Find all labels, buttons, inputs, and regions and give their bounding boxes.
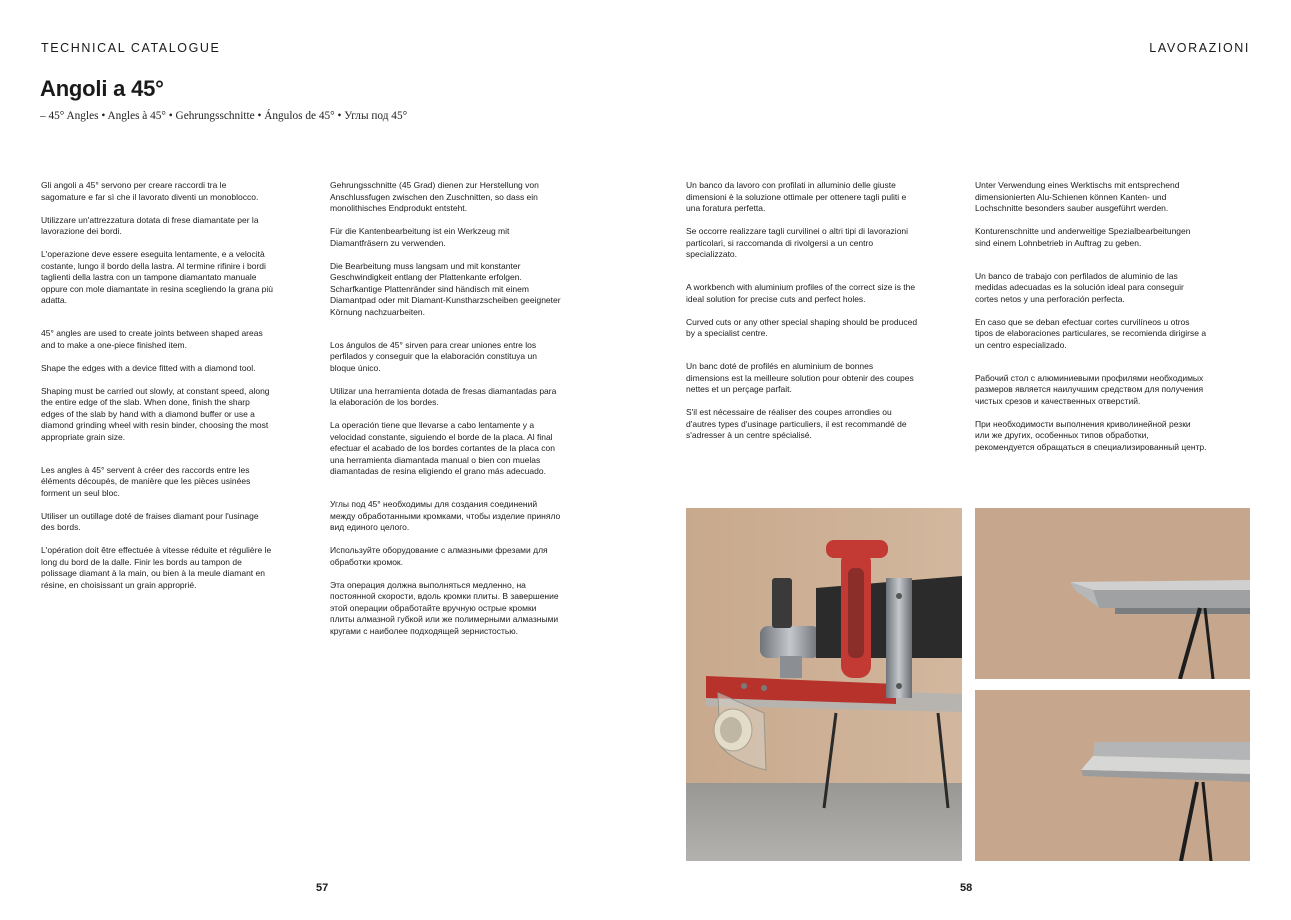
paragraph: Die Bearbeitung muss langsam und mit konstanter Geschwindigkeit entlang der Plattenkante erfolgen. Scharfkantige Plattenränder sind händisch mit einem Diamantpad oder mit Diamant-Kunstharzscheiben geeigneter Körnung nachzuarbeiten. <box>330 260 561 317</box>
paragraph: A workbench with aluminium profiles of the correct size is the ideal solution for precise cuts and perfect holes. <box>686 282 916 304</box>
paragraph: Unter Verwendung eines Werktischs mit entsprechend dimensionierten Alu-Schienen können Kanten- und Lochschnitte besonders sauber ausgeführt werden. <box>975 180 1180 213</box>
paragraph: Эта операция должна выполняться медленно, на постоянной скорости, вдоль кромки плиты. В завершение этой операции обработайте вручную острые кромки плиты алмазной губкой или же полимерными алмазными кругами с наиболее подходящей зернистостью. <box>330 579 559 636</box>
page-subtitle: – 45° Angles • Angles à 45° • Gehrungsschnitte • Ángulos de 45° • Углы под 45° <box>40 110 408 122</box>
paragraph: Рабочий стол с алюминиевыми профилями необходимых размеров является наилучшим средством для получения чистых срезов и качественных отверстий. <box>975 372 1204 406</box>
slab-edge-photo-bottom <box>975 690 1250 861</box>
paragraph: Gehrungsschnitte (45 Grad) dienen zur Herstellung von Anschlussfugen zwischen den Zuschnitten, so dass ein monolithisches Endprodukt entsteht. <box>330 180 539 213</box>
paragraph: S'il est nécessaire de réaliser des coupes arrondies ou d'autres types d'usinage particuliers, il est recommandé de s'adresser à un centre spécialisé. <box>686 407 907 440</box>
paragraph: При необходимости выполнения криволинейной резки или же других, особенных типов обработки, рекомендуется обращаться в специализированный центр. <box>975 418 1207 452</box>
paragraph: Un banc doté de profilés en aluminium de bonnes dimensions est la meilleure solution pour obtenir des coupes nettes et un perçage parfait. <box>686 361 914 394</box>
paragraph: L'operazione deve essere eseguita lentamente, e a velocità costante, lungo il bordo della lastra. Al termine rifinire i bordi taglienti della lastra con un tampone diamantato manuale oppure con mole diamantate in resina scegliendo la grana più adatta. <box>41 249 274 305</box>
paragraph: L'opération doit être effectuée à vitesse réduite et régulière le long du bord de la dalle. Finir les bords au tampon de polissage diamant à la main, ou bien à la meule diamant en résine, en choisissant un grain approprié. <box>41 545 272 590</box>
paragraph: Curved cuts or any other special shaping should be produced by a specialist centre. <box>686 316 918 338</box>
text-column-2 <box>330 180 562 649</box>
paragraph: Los ángulos de 45° sirven para crear uniones entre los perfilados y conseguir que la elaboración constituya un bloque único. <box>330 339 537 373</box>
paragraph: Se occorre realizzare tagli curvilinei o altri tipi di lavorazioni particolari, si raccomanda di rivolgersi a un centro specializzato. <box>686 226 909 259</box>
paragraph: Un banco da lavoro con profilati in alluminio delle giuste dimensioni è la soluzione ottimale per ottenere tagli puliti e una foratura perfetta. <box>686 180 907 213</box>
text-column-3 <box>686 180 918 453</box>
paragraph: Shape the edges with a device fitted with a diamond tool. <box>41 362 256 373</box>
page-number-left: 57 <box>316 882 329 894</box>
paragraph: En caso que se deban efectuar cortes curvilíneos u otros tipos de elaboraciones particulares, se recomienda dirigirse a un centro especializado. <box>975 316 1207 350</box>
paragraph: Utiliser un outillage doté de fraises diamant pour l'usinage des bords. <box>41 510 259 532</box>
page-title: Angoli a 45° <box>40 76 164 101</box>
text-column-1 <box>41 180 273 603</box>
paragraph: 45° angles are used to create joints between shaped areas and to make a one-piece finished item. <box>41 328 263 350</box>
paragraph: Für die Kantenbearbeitung ist ein Werkzeug mit Diamantfräsern zu verwenden. <box>330 226 510 248</box>
paragraph: Konturenschnitte und anderweitige Spezialbearbeitungen sind einem Lohnbetrieb in Auftrag zu geben. <box>975 226 1191 248</box>
paragraph: Используйте оборудование с алмазными фрезами для обработки кромок. <box>330 545 548 567</box>
text-column-4 <box>975 180 1207 465</box>
page-number-right: 58 <box>960 882 973 894</box>
paragraph: Shaping must be carried out slowly, at constant speed, along the entire edge of the slab. When done, finish the sharp edges of the slab by hand with a diamond buffer or use a diamond grinding wheel with resin binder, choosing the most appropriate grain size. <box>41 385 270 442</box>
angle-grinder-photo <box>686 508 962 861</box>
paragraph: Углы под 45° необходимы для создания соединений между обработанными кромками, чтобы изделие приняло вид единого целого. <box>330 499 561 532</box>
paragraph: Un banco de trabajo con perfilados de aluminio de las medidas adecuadas es la solución ideal para conseguir cortes netos y una perforación perfecta. <box>975 270 1184 304</box>
paragraph: Utilizzare un'attrezzatura dotata di frese diamantate per la lavorazione dei bordi. <box>41 214 259 236</box>
running-header-left: TECHNICAL CATALOGUE <box>41 41 221 55</box>
paragraph: La operación tiene que llevarse a cabo lentamente y a velocidad constante, siguiendo el borde de la placa. Al final efectuar el acabado de los bordes cortantes de la placa con una herramienta diamantada manual o bien con muelas diamantadas de resina eligiendo el grano más adecuado. <box>330 420 555 476</box>
paragraph: Utilizar una herramienta dotada de fresas diamantadas para la elaboración de los bordes. <box>330 385 557 407</box>
paragraph: Gli angoli a 45° servono per creare raccordi tra le sagomature e far sì che il lavorato diventi un monoblocco. <box>41 180 259 202</box>
paragraph: Les angles à 45° servent à créer des raccords entre les éléments découpés, de manière que les pièces usinées forment un seul bloc. <box>41 464 251 498</box>
slab-edge-photo-top <box>975 508 1250 679</box>
running-header-right: LAVORAZIONI <box>1149 41 1250 55</box>
